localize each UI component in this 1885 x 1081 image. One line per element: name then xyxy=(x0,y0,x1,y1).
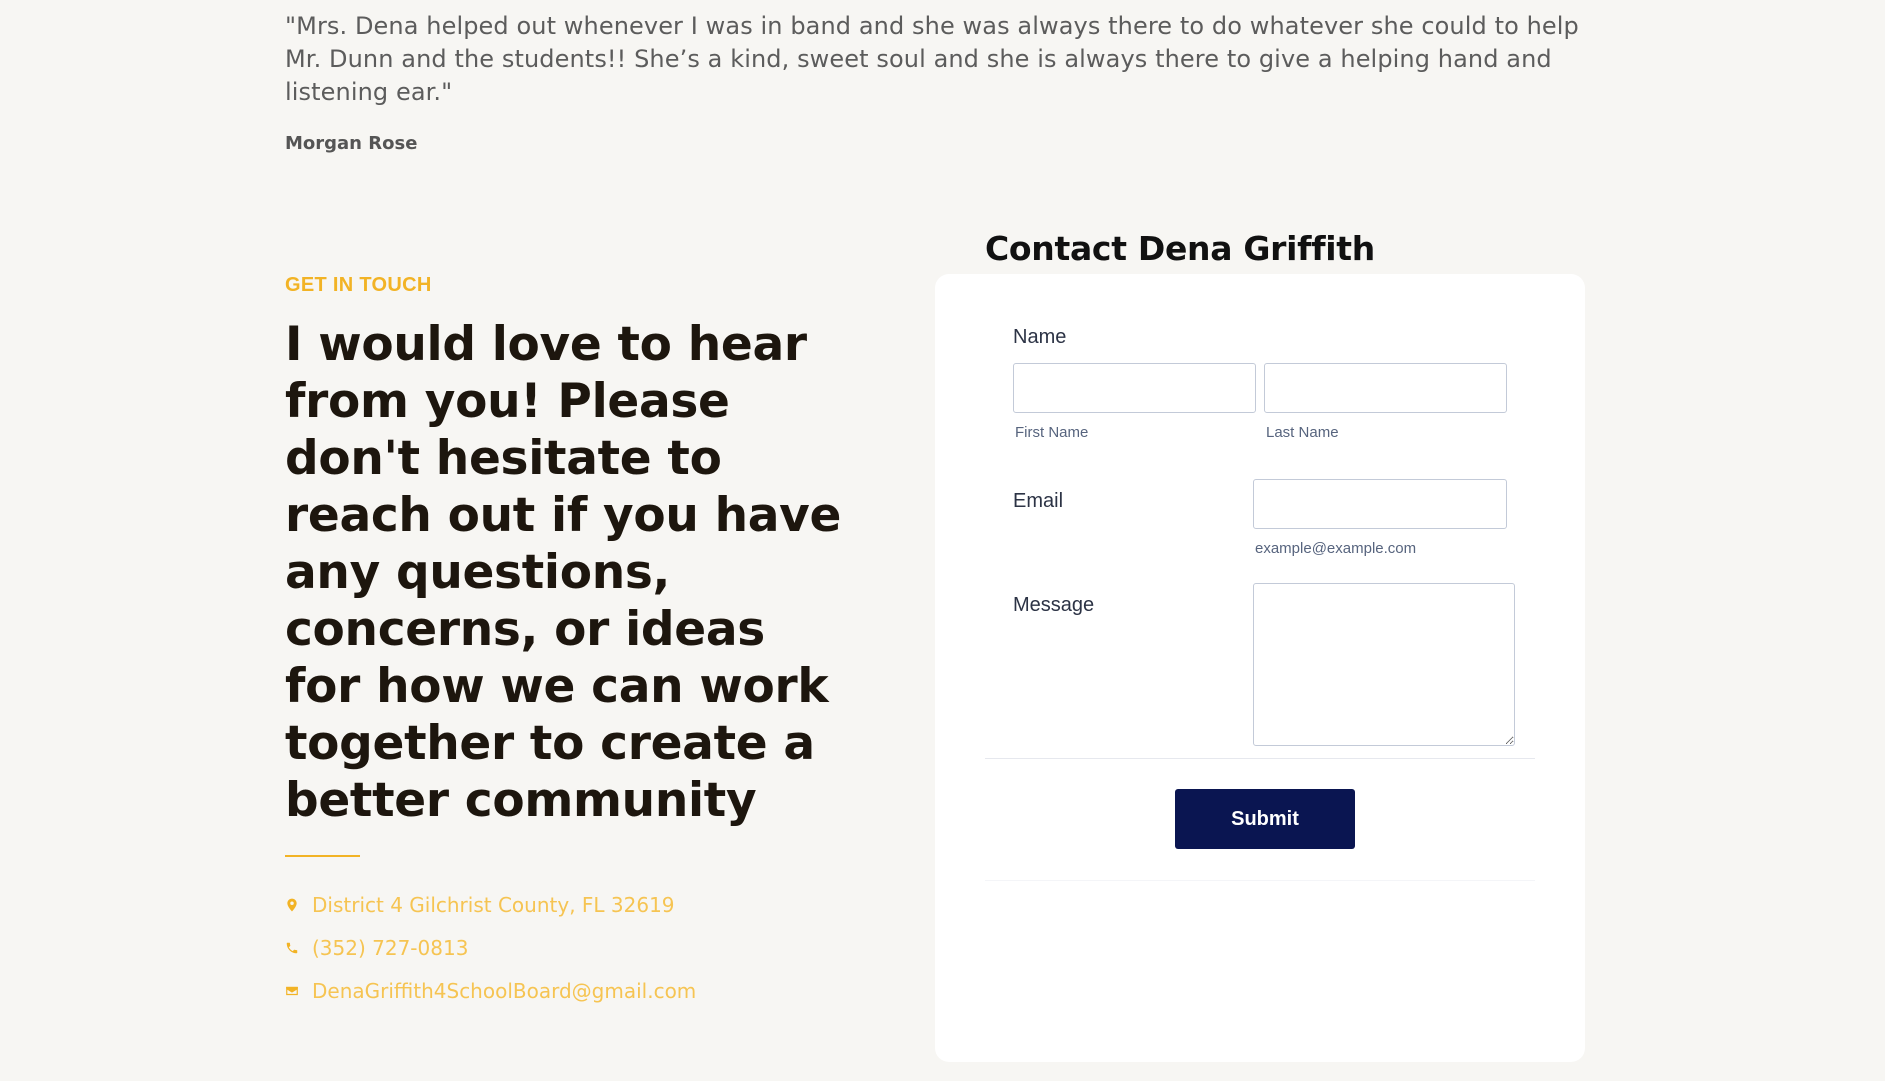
name-label: Name xyxy=(1013,326,1067,348)
contact-info-list xyxy=(285,883,696,1012)
contact-item-email xyxy=(285,969,696,1012)
email-input[interactable] xyxy=(1253,479,1507,529)
testimonial-quote: "Mrs. Dena helped out whenever I was in band and she was always there to do whatever she could to help Mr. Dunn and the students!! She’s a kind, sweet soul and she is always there to give a helping hand and listening ear." xyxy=(285,12,1579,106)
message-label: Message xyxy=(1013,594,1095,616)
section-headline: I would love to hear from you! Please don't hesitate to reach out if you have any questions, concerns, or ideas for how we can work together to create a better community xyxy=(285,317,842,828)
phone-link[interactable]: (352) 727-0813 xyxy=(312,935,469,960)
envelope-icon xyxy=(285,981,312,1001)
email-sublabel: example@example.com xyxy=(1255,540,1417,557)
first-name-sublabel: First Name xyxy=(1015,424,1089,441)
message-textarea[interactable] xyxy=(1253,583,1515,746)
form-footer-divider xyxy=(985,880,1535,881)
phone-icon xyxy=(285,938,312,958)
last-name-sublabel: Last Name xyxy=(1266,424,1339,441)
address-link[interactable]: District 4 Gilchrist County, FL 32619 xyxy=(312,892,675,917)
email-label: Email xyxy=(1013,490,1064,512)
map-pin-icon xyxy=(285,895,312,915)
section-eyebrow: GET IN TOUCH xyxy=(285,274,432,296)
accent-divider xyxy=(285,855,360,857)
email-link[interactable]: DenaGriffith4SchoolBoard@gmail.com xyxy=(312,978,697,1003)
testimonial-author: Morgan Rose xyxy=(285,133,418,154)
contact-item-address xyxy=(285,883,696,926)
last-name-input[interactable] xyxy=(1264,363,1507,413)
form-title: Contact Dena Griffith xyxy=(985,229,1375,268)
contact-item-phone xyxy=(285,926,696,969)
form-divider xyxy=(985,758,1535,759)
contact-form-card xyxy=(935,274,1585,1062)
first-name-input[interactable] xyxy=(1013,363,1256,413)
submit-button[interactable]: Submit xyxy=(1175,789,1355,849)
